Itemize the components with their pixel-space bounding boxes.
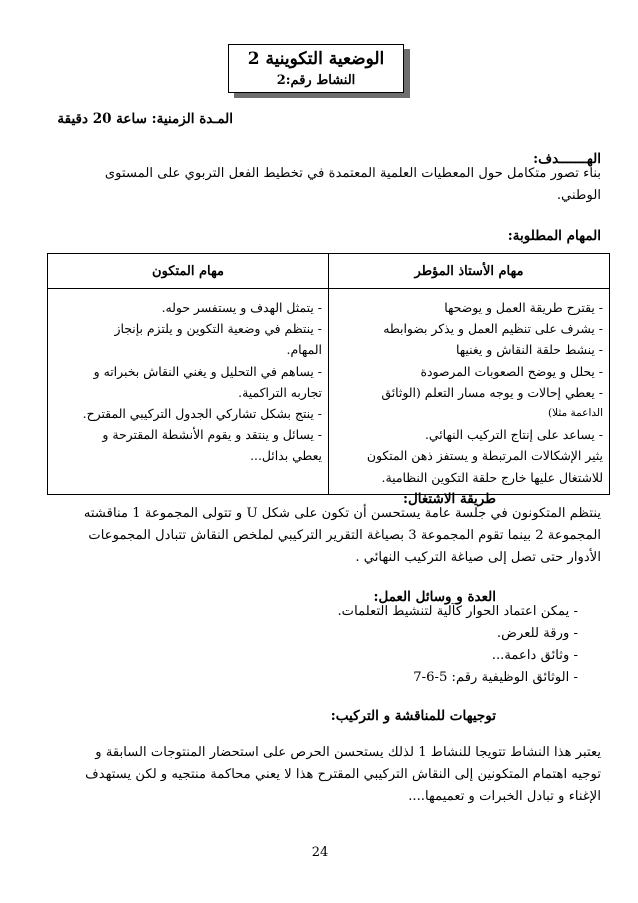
list-item: - يمكن اعتماد الحوار كآلية لتنشيط التعلمات. bbox=[337, 604, 578, 619]
tasks-table bbox=[47, 253, 610, 495]
guidance-line: الإغناء و تبادل الخبرات و تعميمها.... bbox=[408, 789, 601, 804]
list-item: - ينشط حلقة النقاش و يغنيها bbox=[455, 342, 603, 358]
list-item: - يقترح طريقة العمل و يوضحها bbox=[444, 300, 603, 315]
list-item: - يشرف على تنظيم العمل و يذكر بضوابطه bbox=[383, 321, 603, 337]
list-item: الداعمة مثلا) bbox=[547, 407, 603, 420]
list-item: - يحلل و يوضح الصعوبات المرصودة bbox=[420, 363, 603, 379]
guidance-line: توجيه اهتمام المتكونين إلى النقاش التركيبي المقترح هذا لا يعني محاكمة منتجيه و لكن يستهدف bbox=[85, 767, 601, 782]
list-item: - يساهم في التحليل و يغني النقاش بخبراته و bbox=[93, 363, 322, 379]
guidance-text bbox=[29, 742, 601, 808]
list-item: - يسائل و ينتقد و يقوم الأنشطة المقترحة و bbox=[102, 427, 322, 443]
page-title: الوضعية التكوينية 2 bbox=[247, 49, 385, 69]
duration: المـدة الزمنية: ساعة 20 دقيقة bbox=[57, 111, 233, 127]
guidance-heading: توجيهات للمناقشة و التركيب: bbox=[330, 708, 496, 724]
tasks-heading: المهام المطلوبة: bbox=[507, 228, 601, 244]
tools-list bbox=[128, 601, 578, 689]
method-line: ينتظم المتكونون في جلسة عامة يستحسن أن تكون على شكل U و تتولى المجموعة 1 مناقشته bbox=[83, 506, 601, 521]
objective-line: الوطني. bbox=[556, 188, 601, 203]
trainee-tasks-cell bbox=[48, 289, 329, 495]
list-item: - يعطي إحالات و يوجه مسار التعلم (الوثائق bbox=[381, 384, 603, 400]
list-item: تجاربه التراكمية. bbox=[238, 384, 322, 400]
list-item: يعطي بدائل... bbox=[250, 448, 322, 464]
guidance-line: يعتبر هذا النشاط تتويجا للنشاط 1 لذلك يستحسن الحرص على استحضار المنتوجات السابقة و bbox=[95, 745, 601, 760]
table-header-row bbox=[48, 254, 610, 289]
trainer-column-header: مهام الأستاذ المؤطر bbox=[329, 254, 610, 289]
list-item: - ينتج بشكل تشاركي الجدول التركيبي المقترح. bbox=[82, 406, 322, 422]
title-box bbox=[228, 44, 404, 93]
list-item: للاشتغال عليها خارج حلقة التكوين النظامية. bbox=[381, 469, 603, 485]
trainee-column-header: مهام المتكون bbox=[48, 254, 329, 289]
tools-heading: العدة و وسائل العمل: bbox=[373, 589, 496, 605]
list-item: - وثائق داعمة... bbox=[491, 648, 578, 663]
method-text bbox=[31, 503, 601, 569]
list-item: المهام. bbox=[286, 342, 322, 358]
list-item: - الوثائق الوظيفية رقم: 5-6-7 bbox=[413, 670, 578, 685]
trainer-tasks-cell bbox=[329, 289, 610, 495]
list-item: - يتمثل الهدف و يستفسر حوله. bbox=[161, 300, 322, 315]
list-item: - يساعد على إنتاج التركيب النهائي. bbox=[424, 427, 603, 443]
list-item: - ورقة للعرض. bbox=[496, 626, 578, 641]
list-item: يثير الإشكالات المرتبطة و يستفز ذهن المتكون bbox=[366, 448, 603, 464]
table-row bbox=[48, 289, 610, 495]
objective-heading: الهـــــــدف: bbox=[533, 151, 601, 167]
list-item: - ينتظم في وضعية التكوين و يلتزم بإنجاز bbox=[114, 321, 322, 337]
objective-line: بناء تصور متكامل حول المعطيات العلمية المعتمدة في تخطيط الفعل التربوي على المستوى bbox=[104, 166, 601, 181]
method-line: الأدوار حتى تصل إلى صياغة التركيب النهائي . bbox=[355, 550, 601, 565]
method-heading: طريقة الاشتغال: bbox=[403, 491, 496, 507]
objective-text bbox=[41, 163, 601, 207]
page-number: 24 bbox=[311, 845, 329, 860]
activity-number: النشاط رقم:2 bbox=[276, 73, 356, 88]
method-line: المجموعة 2 بينما تقوم المجموعة 3 بصياغة التقرير التركيبي لملخص النقاش تتبادل المجموعات bbox=[88, 528, 601, 543]
